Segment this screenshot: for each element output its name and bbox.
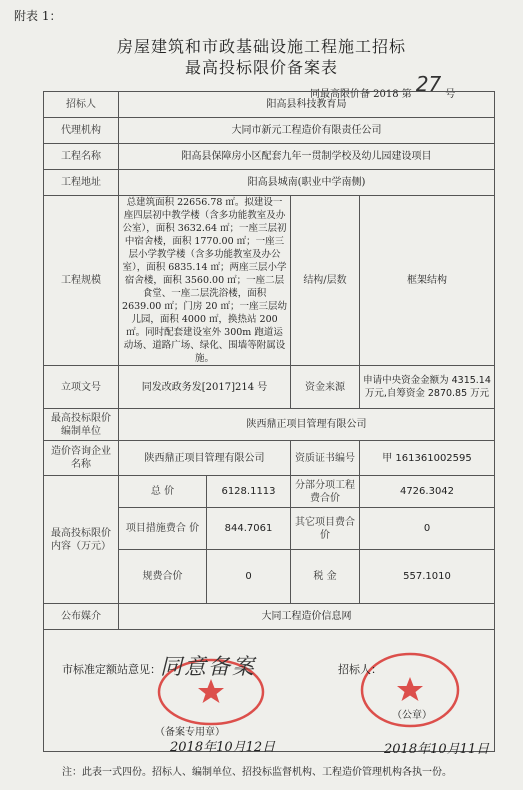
footer-note: 注：此表一式四份。招标人、编制单位、招投标监督机构、工程造价管理机构各执一份。	[62, 767, 452, 778]
measure-label: 项目措施费合 价	[119, 508, 207, 550]
project-scale-value: 总建筑面积 22656.78 ㎡。拟建设一座四层初中教学楼（含多功能教室及办公室），面积 3632.64 ㎡；一座三层初中宿舍楼，面积 1770.00 ㎡；一座三层小学教学楼（含多功能教室及办公室），面积 6835.14 ㎡；两座三层小学宿舍楼，面积 3560.00 ㎡；一座二层食堂、一座二层洗浴楼，面积 2639.00 ㎡；门房 20 ㎡；一座三层幼儿园，面积 4000 ㎡，换热站 200 ㎡。同时配套建设室外 300m 跑道运动场、道路广场、绿化、围墙等附属设施。	[119, 196, 291, 366]
row-project-address	[44, 170, 495, 196]
project-address-label: 工程地址	[44, 170, 119, 196]
media-value: 大同工程造价信息网	[119, 604, 495, 630]
other-label: 其它项目费合 价	[291, 508, 360, 550]
tenderer-seal-note: （公章）	[392, 710, 432, 721]
fee-value: 0	[207, 550, 291, 604]
station-seal-note: （备案专用章）	[155, 727, 225, 738]
compiler-value: 陕西鼎正项目管理有限公司	[119, 409, 495, 441]
row-compiler	[44, 409, 495, 441]
tenderer-value: 阳高县科技教育局	[119, 92, 495, 118]
measure-value: 844.7061	[207, 508, 291, 550]
cert-value: 甲 161361002595	[360, 441, 495, 476]
sub-value: 4726.3042	[360, 476, 495, 508]
media-label: 公布媒介	[44, 604, 119, 630]
project-name-label: 工程名称	[44, 144, 119, 170]
tax-label: 税 金	[291, 550, 360, 604]
structure-label: 结构/层数	[291, 196, 360, 366]
tenderer-label: 招标人	[44, 92, 119, 118]
station-opinion-label: 市标准定额站意见：	[62, 663, 161, 676]
compiler-label: 最高投标限价编制单位	[44, 409, 119, 441]
structure-value: 框架结构	[360, 196, 495, 366]
tenderer-date: 2018年10月11日	[384, 742, 490, 757]
cert-label: 资质证书编号	[291, 441, 360, 476]
station-handwriting: 同意备案	[160, 655, 257, 680]
price-label: 最高投标限价内容（万元）	[44, 476, 119, 604]
row-price-total	[44, 476, 495, 508]
record-number: 27	[415, 72, 442, 96]
tenderer-sign-label: 招标人：	[338, 663, 382, 676]
row-project-scale	[44, 196, 495, 366]
fund-value: 申请中央资金金额为 4315.14 万元,自筹资金 2870.85 万元	[360, 366, 495, 409]
station-date: 2018年10月12日	[170, 740, 276, 755]
row-agent	[44, 118, 495, 144]
row-tenderer	[44, 92, 495, 118]
title-line-2: 最高投标限价备案表	[184, 58, 338, 77]
project-address-value: 阳高县城南(职业中学南侧)	[119, 170, 495, 196]
approval-value: 同发改政务发[2017]214 号	[119, 366, 291, 409]
record-prefix: 同最高限价备 2018 第	[310, 89, 412, 100]
consult-value: 陕西鼎正项目管理有限公司	[119, 441, 291, 476]
row-consult	[44, 441, 495, 476]
row-media	[44, 604, 495, 630]
fee-label: 规费合价	[119, 550, 207, 604]
total-value: 6128.1113	[207, 476, 291, 508]
sub-label: 分部分项工程费合价	[291, 476, 360, 508]
project-name-value: 阳高县保障房小区配套九年一贯制学校及幼儿园建设项目	[119, 144, 495, 170]
agent-label: 代理机构	[44, 118, 119, 144]
project-scale-label: 工程规模	[44, 196, 119, 366]
consult-label: 造价咨询企业名称	[44, 441, 119, 476]
agent-value: 大同市新元工程造价有限责任公司	[119, 118, 495, 144]
other-value: 0	[360, 508, 495, 550]
title-line-1: 房屋建筑和市政基础设施工程施工招标	[116, 37, 406, 56]
row-approval	[44, 366, 495, 409]
fund-label: 资金来源	[291, 366, 360, 409]
approval-label: 立项文号	[44, 366, 119, 409]
tax-value: 557.1010	[360, 550, 495, 604]
row-project-name	[44, 144, 495, 170]
attachment-label: 附表 1：	[14, 9, 62, 23]
total-label: 总 价	[119, 476, 207, 508]
record-suffix: 号	[445, 89, 456, 100]
